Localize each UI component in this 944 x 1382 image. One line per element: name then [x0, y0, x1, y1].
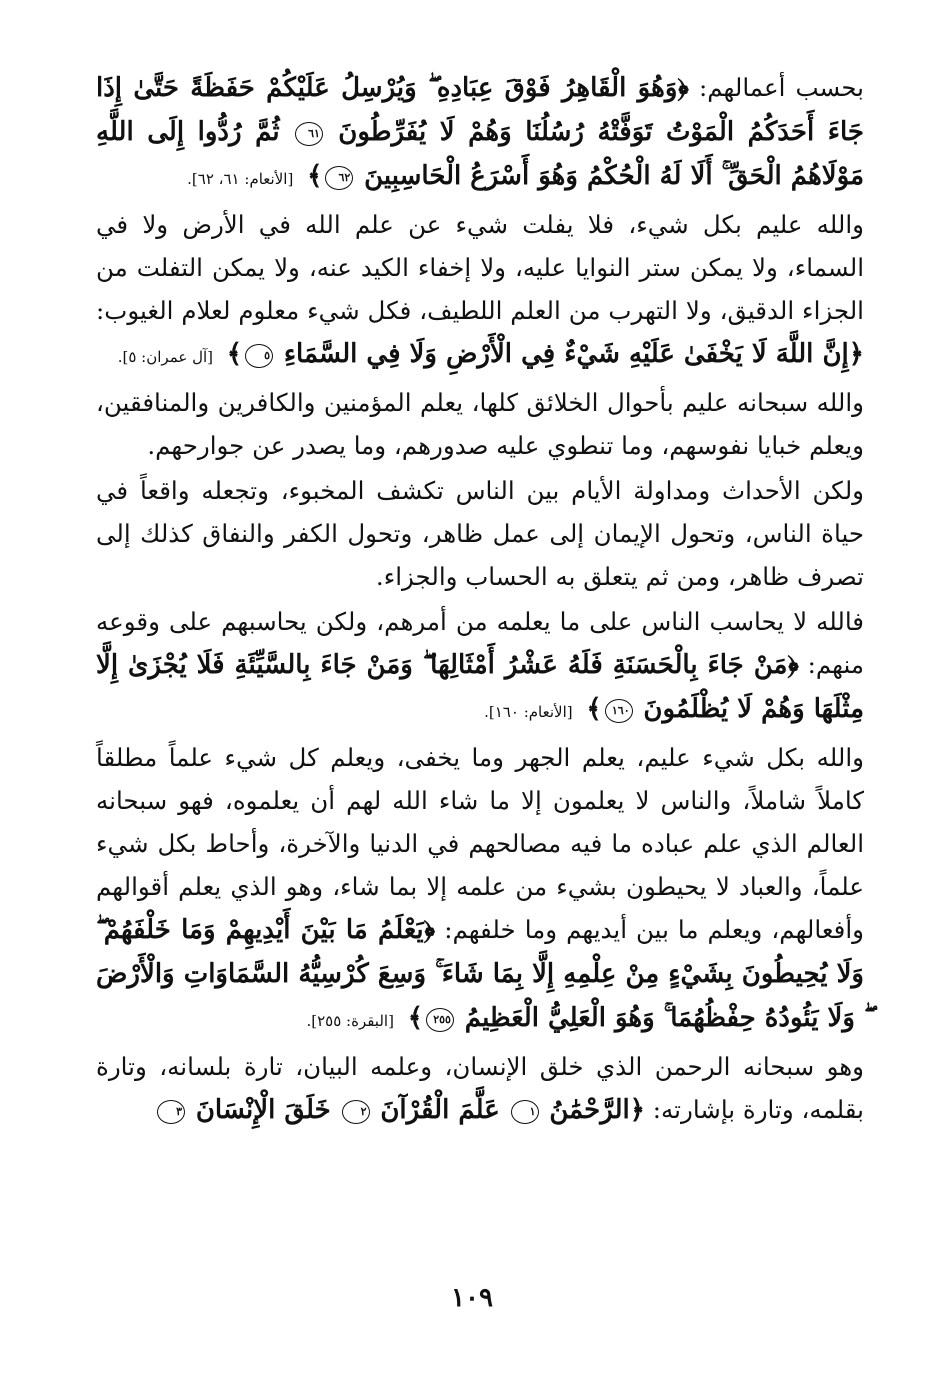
paragraph-text: فالله لا يحاسب الناس على ما يعلمه من أمرهم، ولكن يحاسبهم على وقوعه منهم:: [96, 607, 864, 679]
quran-close-bracket: ﴾: [307, 161, 323, 191]
ayah-number-marker: ٢: [342, 1100, 370, 1124]
paragraph-6: [96, 736, 864, 1043]
paragraph-5: [96, 600, 864, 734]
paragraph-text: والله بكل شيء عليم، يعلم الجهر وما يخفى، ويعلم كل شيء علماً مطلقاً كاملاً شاملاً، والناس لا يعلمون إلا ما شاء الله لهم أن يعلموه، فهو سبحانه العالم الذي علم عباده ما فيه مصالحهم في الدنيا والآخرة، وأحاط بكل شيء علماً، والعباد لا يحيطون بشيء من علمه إلا بما شاء، وهو الذي يعلم أقوالهم وأفعالهم، ويعلم ما بين أيديهم وما خلفهم:: [96, 743, 864, 944]
verse-reference: [الأنعام: ١٦٠].: [484, 703, 573, 721]
paragraph-text: بحسب أعمالهم:: [699, 73, 864, 102]
verse-reference: [البقرة: ٢٥٥].: [306, 1012, 394, 1030]
ayah-number-marker: ٣: [157, 1100, 185, 1124]
quran-verse: عَلَّمَ الْقُرْآنَ: [380, 1095, 500, 1125]
paragraph-text: ولكن الأحداث ومداولة الأيام بين الناس تكشف المخبوء، وتجعله واقعاً في حياة الناس، وتحول الإيمان إلى عمل ظاهر، وتحول الكفر والنفاق كذلك إلى تصرف ظاهر، ومن ثم يتعلق به الحساب والجزاء.: [96, 476, 864, 591]
paragraph-4: [96, 469, 864, 598]
quran-verse: ﴿إِنَّ اللَّهَ لَا يَخْفَىٰ عَلَيْهِ شَيْءٌ فِي الْأَرْضِ وَلَا فِي السَّمَاءِ: [283, 339, 864, 369]
quran-verse: ﴿وَهُوَ الْقَاهِرُ فَوْقَ عِبَادِهِ ۖ وَيُرْسِلُ عَلَيْكُمْ حَفَظَةً حَتَّىٰ إِذَا جَاءَ أَحَدَكُمُ الْمَوْتُ تَوَفَّتْهُ رُسُلُنَا وَهُمْ لَا يُفَرِّطُونَ: [96, 73, 864, 147]
quran-verse: ﴿يَعْلَمُ مَا بَيْنَ أَيْدِيهِمْ وَمَا خَلْفَهُمْ ۖ وَلَا يُحِيطُونَ بِشَيْءٍ مِنْ عِلْمِهِ إِلَّا بِمَا شَاءَ ۚ وَسِعَ كُرْسِيُّهُ السَّمَاوَاتِ وَالْأَرْضَ ۖ وَلَا يَئُودُهُ حِفْظُهُمَا ۚ وَهُوَ الْعَلِيُّ الْعَظِيمُ: [96, 915, 864, 1033]
paragraph-7: [96, 1045, 864, 1132]
quran-verse: ﴿الرَّحْمَٰنُ: [549, 1095, 645, 1125]
ayah-number-marker: ٦٢: [325, 166, 353, 190]
paragraph-text: والله عليم بكل شيء، فلا يفلت شيء عن علم الله في الأرض ولا في السماء، ولا يمكن ستر النوايا عليه، ولا إخفاء الكيد عنه، ولا يمكن التفلت من الجزاء الدقيق، ولا التهرب من العلم اللطيف، فكل شيء معلوم لعلام الغيوب:: [96, 210, 864, 325]
paragraph-2: [96, 203, 864, 379]
paragraph-3: [96, 381, 864, 467]
paragraph-1: [96, 66, 864, 201]
quran-close-bracket: ﴾: [226, 339, 243, 369]
ayah-number-marker: ٢٥٥: [426, 1008, 454, 1032]
paragraph-text: وهو سبحانه الرحمن الذي خلق الإنسان، وعلمه البيان، تارة بلسانه، وتارة بقلمه، وتارة بإشارته:: [96, 1052, 864, 1124]
quran-close-bracket: ﴾: [586, 694, 602, 724]
ayah-number-marker: ٦١: [295, 122, 323, 146]
quran-close-bracket: ﴾: [407, 1003, 423, 1033]
verse-reference: [آل عمران: ٥].: [117, 348, 213, 366]
quran-verse: خَلَقَ الْإِنْسَانَ: [195, 1095, 331, 1125]
ayah-number-marker: ١: [511, 1100, 539, 1124]
ayah-number-marker: ٥: [245, 344, 273, 368]
ayah-number-marker: ١٦٠: [605, 699, 633, 723]
quran-verse: ثُمَّ رُدُّوا إِلَى اللَّهِ مَوْلَاهُمُ الْحَقِّ ۚ أَلَا لَهُ الْحُكْمُ وَهُوَ أَسْرَعُ الْحَاسِبِينَ: [96, 117, 864, 191]
page-number: ١٠٩: [451, 1283, 493, 1313]
quran-verse: ﴿مَنْ جَاءَ بِالْحَسَنَةِ فَلَهُ عَشْرُ أَمْثَالِهَا ۖ وَمَنْ جَاءَ بِالسَّيِّئَةِ فَلَا يُجْزَىٰ إِلَّا مِثْلَهَا وَهُمْ لَا يُظْلَمُونَ: [96, 650, 864, 724]
verse-reference: [الأنعام: ٦١، ٦٢].: [187, 170, 294, 188]
page-body: [96, 66, 864, 1134]
paragraph-text: والله سبحانه عليم بأحوال الخلائق كلها، يعلم المؤمنين والكافرين والمنافقين، ويعلم خبايا نفوسهم، وما تنطوي عليه صدورهم، وما يصدر عن جوارحهم.: [96, 388, 864, 460]
